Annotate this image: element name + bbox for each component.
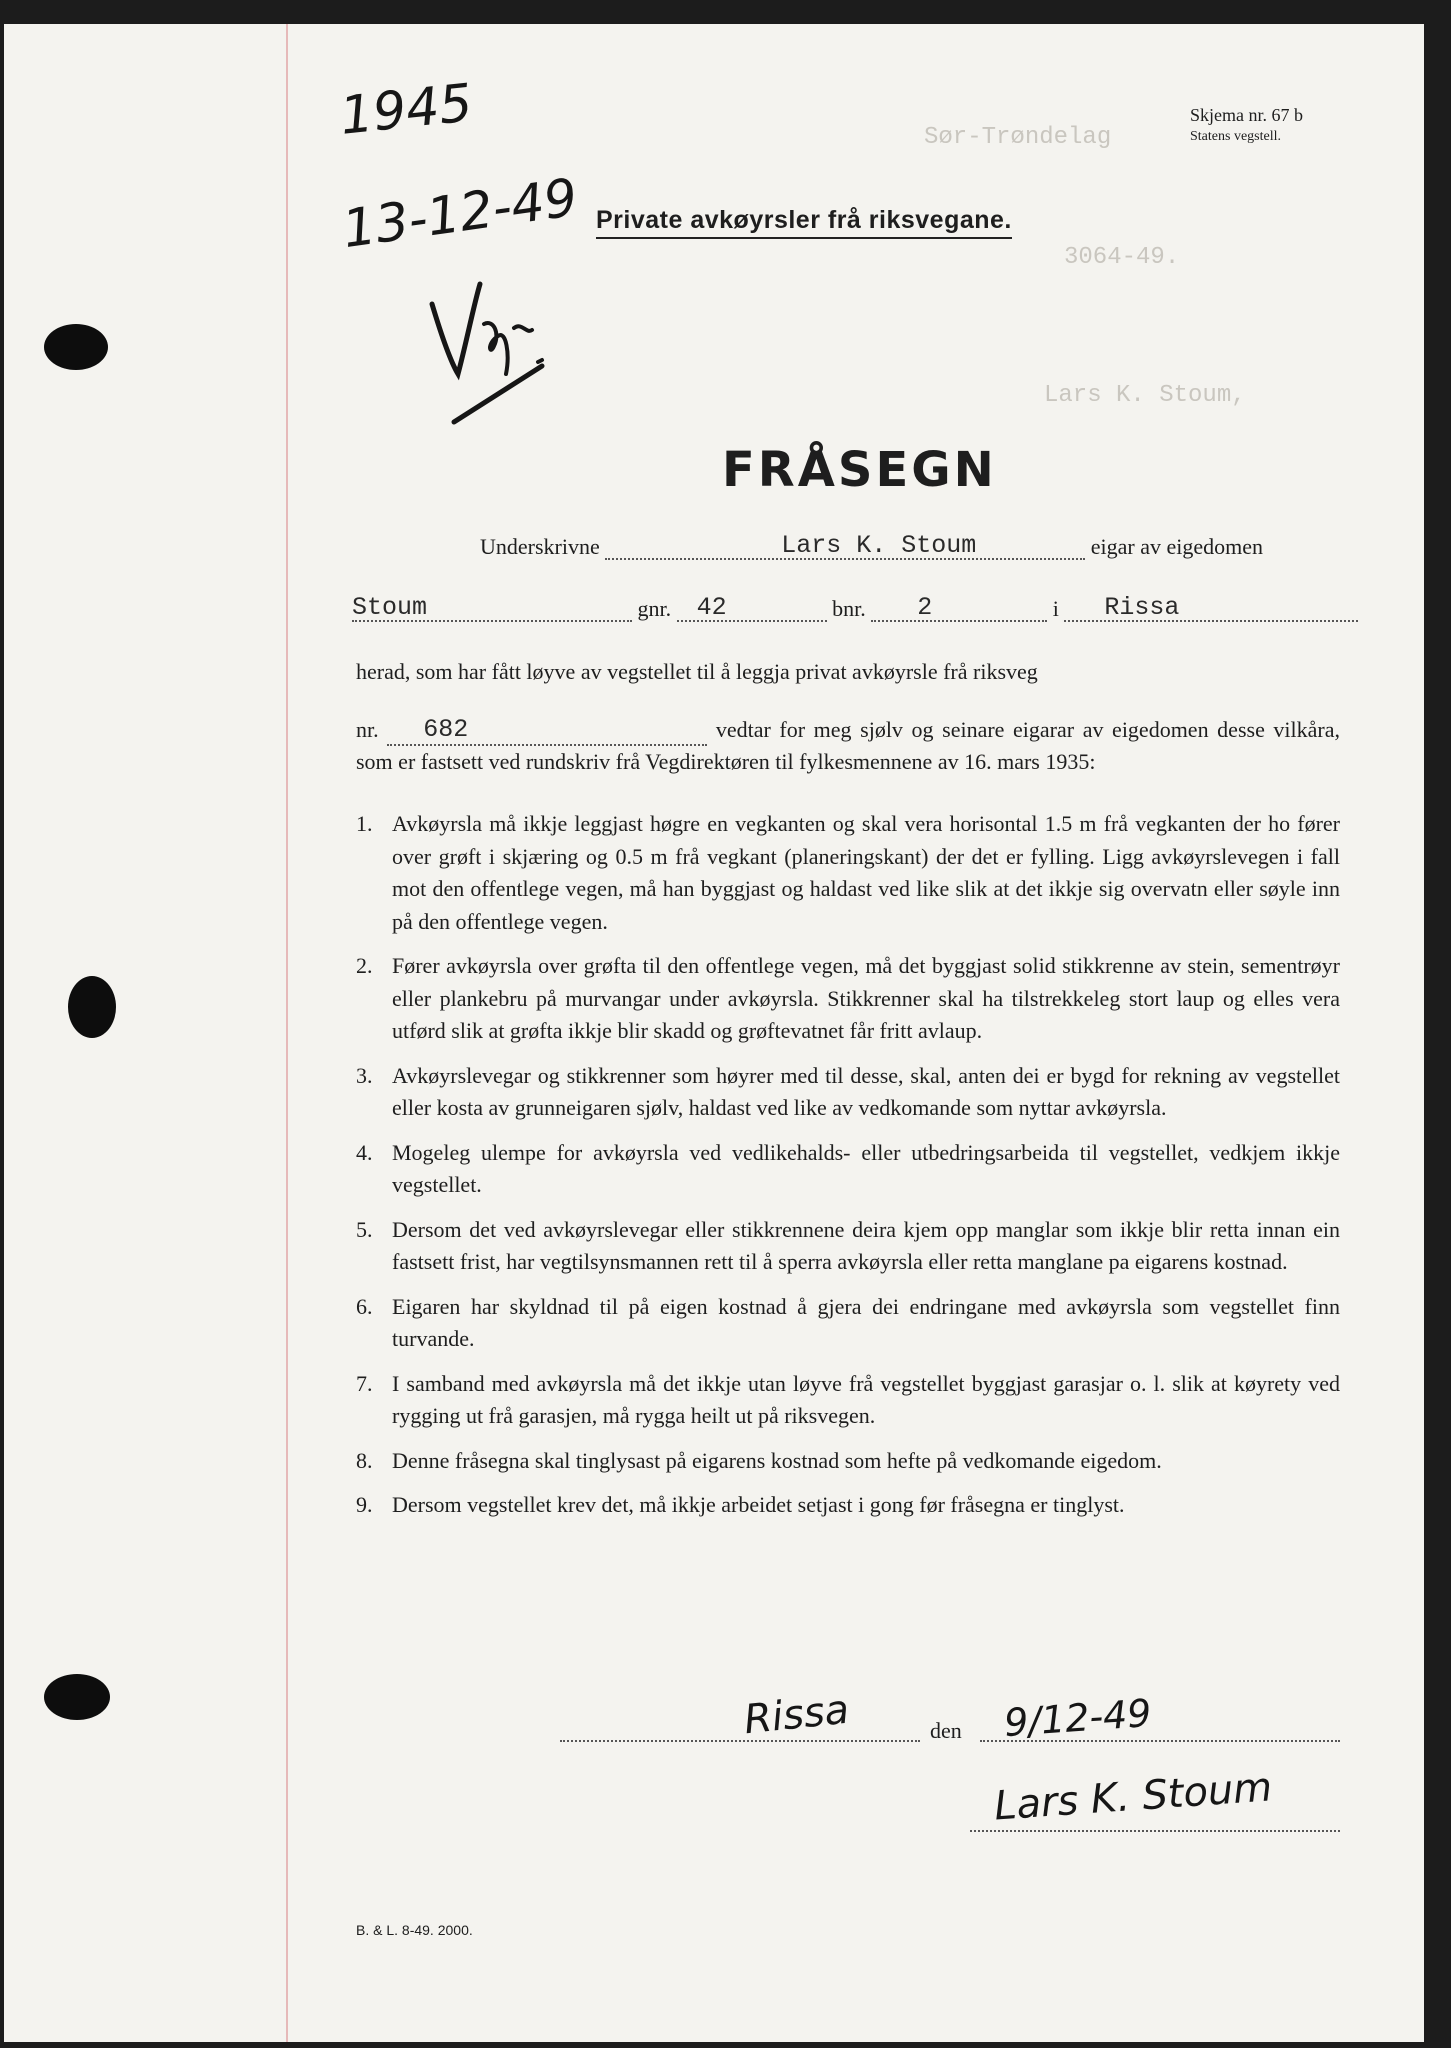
herad-value: Rissa (1104, 593, 1180, 622)
condition-item (356, 950, 1340, 1048)
condition-number: 5. (356, 1216, 373, 1242)
condition-text: Mogeleg ulempe for avkøyrsla ved vedlikehalds- eller utbedringsarbeida til vegstellet, vedkjem ikkje vegstellet. (392, 1139, 1340, 1197)
gnr-value: 42 (696, 593, 727, 622)
road-no-label: nr. (356, 717, 379, 742)
document-page (4, 24, 1424, 2042)
conditions-list (356, 808, 1340, 1534)
condition-text: I samband med avkøyrsla må det ikkje utan løyve frå vegstellet byggjast garasjar o. l. slik at køyrety ved rygging ut frå garasjen, må rygga heilt ut på riksvegen. (392, 1370, 1340, 1428)
condition-text: Avkøyrslevegar og stikkrenner som høyrer med til desse, skal, anten dei er bygd for rekning av vegstellet eller kosta av grunneigaren sjølv, haldast ved like av vedkomande som nyttar avkøyrsla. (392, 1062, 1340, 1120)
property-row (352, 593, 1358, 622)
condition-item (356, 1445, 1340, 1478)
margin-line (286, 24, 288, 2042)
road-no-value: 682 (423, 715, 469, 744)
condition-text: Dersom det ved avkøyrslevegar eller stikkrennene deira kjem opp manglar som ikkje blir retta innan ein fastsett frist, har vegtilsynsmannen rett til å sperra avkøyrsla eller retta manglane pa eigarens kostnad. (392, 1216, 1340, 1274)
form-number (1190, 104, 1303, 148)
condition-number: 6. (356, 1293, 373, 1319)
gnr-label: gnr. (637, 596, 672, 621)
bleed-through: 3064-49. (1064, 244, 1180, 271)
owner-name-value: Lars K. Stoum (781, 531, 977, 560)
handwritten-place: Rissa (741, 1686, 852, 1744)
condition-item (356, 1214, 1340, 1279)
intro-paragraph (356, 714, 1340, 778)
bnr-label: bnr. (832, 596, 866, 621)
property-line (352, 593, 632, 622)
form-number-text: Skjema nr. 67 b (1190, 105, 1303, 125)
intro-line: herad, som har fått løyve av vegstellet til å leggja privat avkøyrsle frå riksveg (356, 659, 1038, 684)
condition-number: 4. (356, 1139, 373, 1165)
form-heading: Private avkøyrsler frå riksvegane. (596, 206, 1012, 239)
owner-name-line (605, 531, 1085, 560)
herad-line (1064, 593, 1358, 622)
form-issuer: Statens vegstell. (1190, 129, 1281, 144)
signature: Lars K. Stoum (992, 1764, 1274, 1830)
place-line (560, 1740, 920, 1742)
condition-item (356, 808, 1340, 938)
condition-text: Eigaren har skyldnad til på eigen kostnad å gjera dei endringane med avkøyrsla som vegstellet finn turvande. (392, 1293, 1340, 1351)
handwritten-initials (414, 264, 574, 434)
condition-number: 9. (356, 1492, 373, 1517)
condition-item (356, 1489, 1340, 1522)
document-title: FRÅSEGN (722, 442, 997, 498)
bnr-value: 2 (917, 593, 933, 622)
condition-number: 3. (356, 1062, 373, 1088)
bnr-line (871, 593, 1047, 622)
punch-hole-middle (68, 976, 116, 1038)
condition-item (356, 1137, 1340, 1202)
underskrivne-label: Underskrivne (480, 534, 600, 559)
handwritten-signed-date: 9/12-49 (1002, 1690, 1153, 1746)
bleed-through: Lars K. Stoum, (1044, 382, 1246, 409)
signature-line (970, 1830, 1340, 1832)
road-no-line (387, 715, 707, 746)
handwritten-date: 13-12-49 (338, 167, 582, 261)
owner-suffix: eigar av eigedomen (1090, 534, 1264, 559)
condition-text: Dersom vegstellet krev det, må ikkje arbeidet setjast i gong før fråsegna er tinglyst. (392, 1492, 1125, 1517)
bleed-through: Sør-Trøndelag (924, 124, 1112, 151)
punch-hole-top (44, 324, 108, 370)
condition-number: 7. (356, 1370, 373, 1396)
property-value: Stoum (352, 593, 428, 622)
i-label: i (1052, 596, 1059, 621)
condition-number: 8. (356, 1447, 373, 1473)
printer-mark: B. & L. 8-49. 2000. (356, 1922, 473, 1938)
condition-number: 1. (356, 811, 373, 836)
condition-item (356, 1060, 1340, 1125)
condition-text: Denne fråsegna skal tinglysast på eigarens kostnad som hefte på vedkomande eigedom. (392, 1447, 1162, 1473)
intro-continuation: vedtar for meg sjølv og seinare eigarar av eigedomen desse vilkåra, som er fastsett ved rundskriv frå Vegdirektøren til fylkesmennene av 16. mars 1935: (356, 717, 1341, 774)
signer-row (480, 531, 1264, 560)
punch-hole-bottom (44, 1674, 110, 1720)
condition-item (356, 1368, 1340, 1433)
condition-item (356, 1291, 1340, 1356)
gnr-line (677, 593, 827, 622)
condition-text: Fører avkøyrsla over grøfta til den offentlege vegen, må det byggjast solid stikkrenne av stein, sementrøyr eller plankebru på murvangar under avkøyrsla. Stikkrenner skal ha tilstrekkeleg stort laup og elles vera utførd slik at grøfta ikkje blir skadd og grøftevatnet får fritt avlaup. (392, 953, 1340, 1043)
condition-number: 2. (356, 953, 373, 978)
handwritten-year: 1945 (337, 73, 476, 147)
condition-text: Avkøyrsla må ikkje leggjast høgre en vegkanten og skal vera horisontal 1.5 m frå vegkanten der ho fører over grøft i skjæring og 0.5 m frå vegkant (planeringskant) der det er fylling. Ligg avkøyrslevegen i fall mot den offentlege vegen, må han byggjast og haldast ved like slik at det ikkje sig overvatn eller søyle inn på den offentlege vegen. (392, 811, 1340, 934)
den-label: den (930, 1718, 962, 1743)
